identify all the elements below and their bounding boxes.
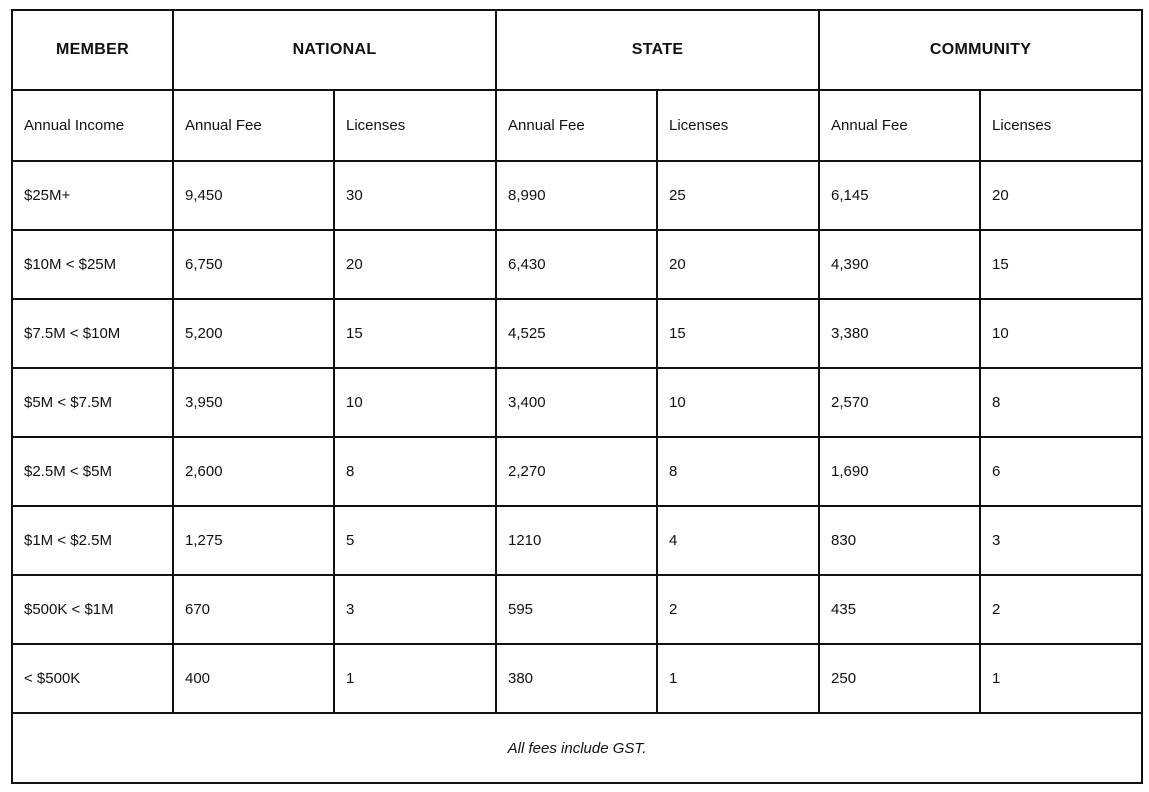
national-fee-cell: 670 xyxy=(173,575,334,644)
income-cell: $1M < $2.5M xyxy=(12,506,173,575)
header-national: NATIONAL xyxy=(173,10,496,90)
community-fee-cell: 250 xyxy=(819,644,980,713)
state-fee-cell: 2,270 xyxy=(496,437,657,506)
header-member: MEMBER xyxy=(12,10,173,90)
sub-header-community-licenses: Licenses xyxy=(980,90,1142,161)
state-fee-cell: 6,430 xyxy=(496,230,657,299)
state-fee-cell: 3,400 xyxy=(496,368,657,437)
gst-footnote: All fees include GST. xyxy=(12,713,1142,783)
table-row xyxy=(12,575,1142,644)
table-row xyxy=(12,437,1142,506)
sub-header-national-licenses: Licenses xyxy=(334,90,496,161)
income-cell: < $500K xyxy=(12,644,173,713)
income-cell: $500K < $1M xyxy=(12,575,173,644)
sub-header-state-annual-fee: Annual Fee xyxy=(496,90,657,161)
community-licenses-cell: 15 xyxy=(980,230,1142,299)
state-licenses-cell: 1 xyxy=(657,644,819,713)
table-row xyxy=(12,506,1142,575)
state-fee-cell: 595 xyxy=(496,575,657,644)
national-fee-cell: 9,450 xyxy=(173,161,334,230)
sub-header-state-licenses: Licenses xyxy=(657,90,819,161)
state-licenses-cell: 25 xyxy=(657,161,819,230)
community-licenses-cell: 20 xyxy=(980,161,1142,230)
header-state: STATE xyxy=(496,10,819,90)
community-licenses-cell: 3 xyxy=(980,506,1142,575)
table-row xyxy=(12,299,1142,368)
community-fee-cell: 4,390 xyxy=(819,230,980,299)
community-licenses-cell: 6 xyxy=(980,437,1142,506)
national-fee-cell: 6,750 xyxy=(173,230,334,299)
sub-header-annual-income: Annual Income xyxy=(12,90,173,161)
state-licenses-cell: 8 xyxy=(657,437,819,506)
national-licenses-cell: 1 xyxy=(334,644,496,713)
state-fee-cell: 380 xyxy=(496,644,657,713)
national-fee-cell: 3,950 xyxy=(173,368,334,437)
community-licenses-cell: 1 xyxy=(980,644,1142,713)
community-fee-cell: 435 xyxy=(819,575,980,644)
community-licenses-cell: 8 xyxy=(980,368,1142,437)
national-fee-cell: 5,200 xyxy=(173,299,334,368)
community-licenses-cell: 2 xyxy=(980,575,1142,644)
membership-fees-table xyxy=(11,9,1143,784)
group-header-row xyxy=(12,10,1142,90)
national-licenses-cell: 3 xyxy=(334,575,496,644)
national-licenses-cell: 8 xyxy=(334,437,496,506)
sub-header-community-annual-fee: Annual Fee xyxy=(819,90,980,161)
footnote-row xyxy=(12,713,1142,783)
community-fee-cell: 3,380 xyxy=(819,299,980,368)
community-licenses-cell: 10 xyxy=(980,299,1142,368)
table-body xyxy=(12,161,1142,783)
national-licenses-cell: 10 xyxy=(334,368,496,437)
table-row xyxy=(12,644,1142,713)
community-fee-cell: 830 xyxy=(819,506,980,575)
community-fee-cell: 1,690 xyxy=(819,437,980,506)
national-fee-cell: 400 xyxy=(173,644,334,713)
community-fee-cell: 2,570 xyxy=(819,368,980,437)
national-licenses-cell: 15 xyxy=(334,299,496,368)
state-fee-cell: 4,525 xyxy=(496,299,657,368)
state-fee-cell: 8,990 xyxy=(496,161,657,230)
income-cell: $2.5M < $5M xyxy=(12,437,173,506)
state-licenses-cell: 20 xyxy=(657,230,819,299)
table-row xyxy=(12,368,1142,437)
income-cell: $5M < $7.5M xyxy=(12,368,173,437)
sub-header-national-annual-fee: Annual Fee xyxy=(173,90,334,161)
national-fee-cell: 2,600 xyxy=(173,437,334,506)
sub-header-row xyxy=(12,90,1142,161)
state-licenses-cell: 10 xyxy=(657,368,819,437)
income-cell: $7.5M < $10M xyxy=(12,299,173,368)
national-licenses-cell: 20 xyxy=(334,230,496,299)
state-fee-cell: 1210 xyxy=(496,506,657,575)
income-cell: $10M < $25M xyxy=(12,230,173,299)
table-row xyxy=(12,230,1142,299)
state-licenses-cell: 15 xyxy=(657,299,819,368)
table-row xyxy=(12,161,1142,230)
national-fee-cell: 1,275 xyxy=(173,506,334,575)
national-licenses-cell: 30 xyxy=(334,161,496,230)
national-licenses-cell: 5 xyxy=(334,506,496,575)
header-community: COMMUNITY xyxy=(819,10,1142,90)
income-cell: $25M+ xyxy=(12,161,173,230)
state-licenses-cell: 2 xyxy=(657,575,819,644)
community-fee-cell: 6,145 xyxy=(819,161,980,230)
state-licenses-cell: 4 xyxy=(657,506,819,575)
